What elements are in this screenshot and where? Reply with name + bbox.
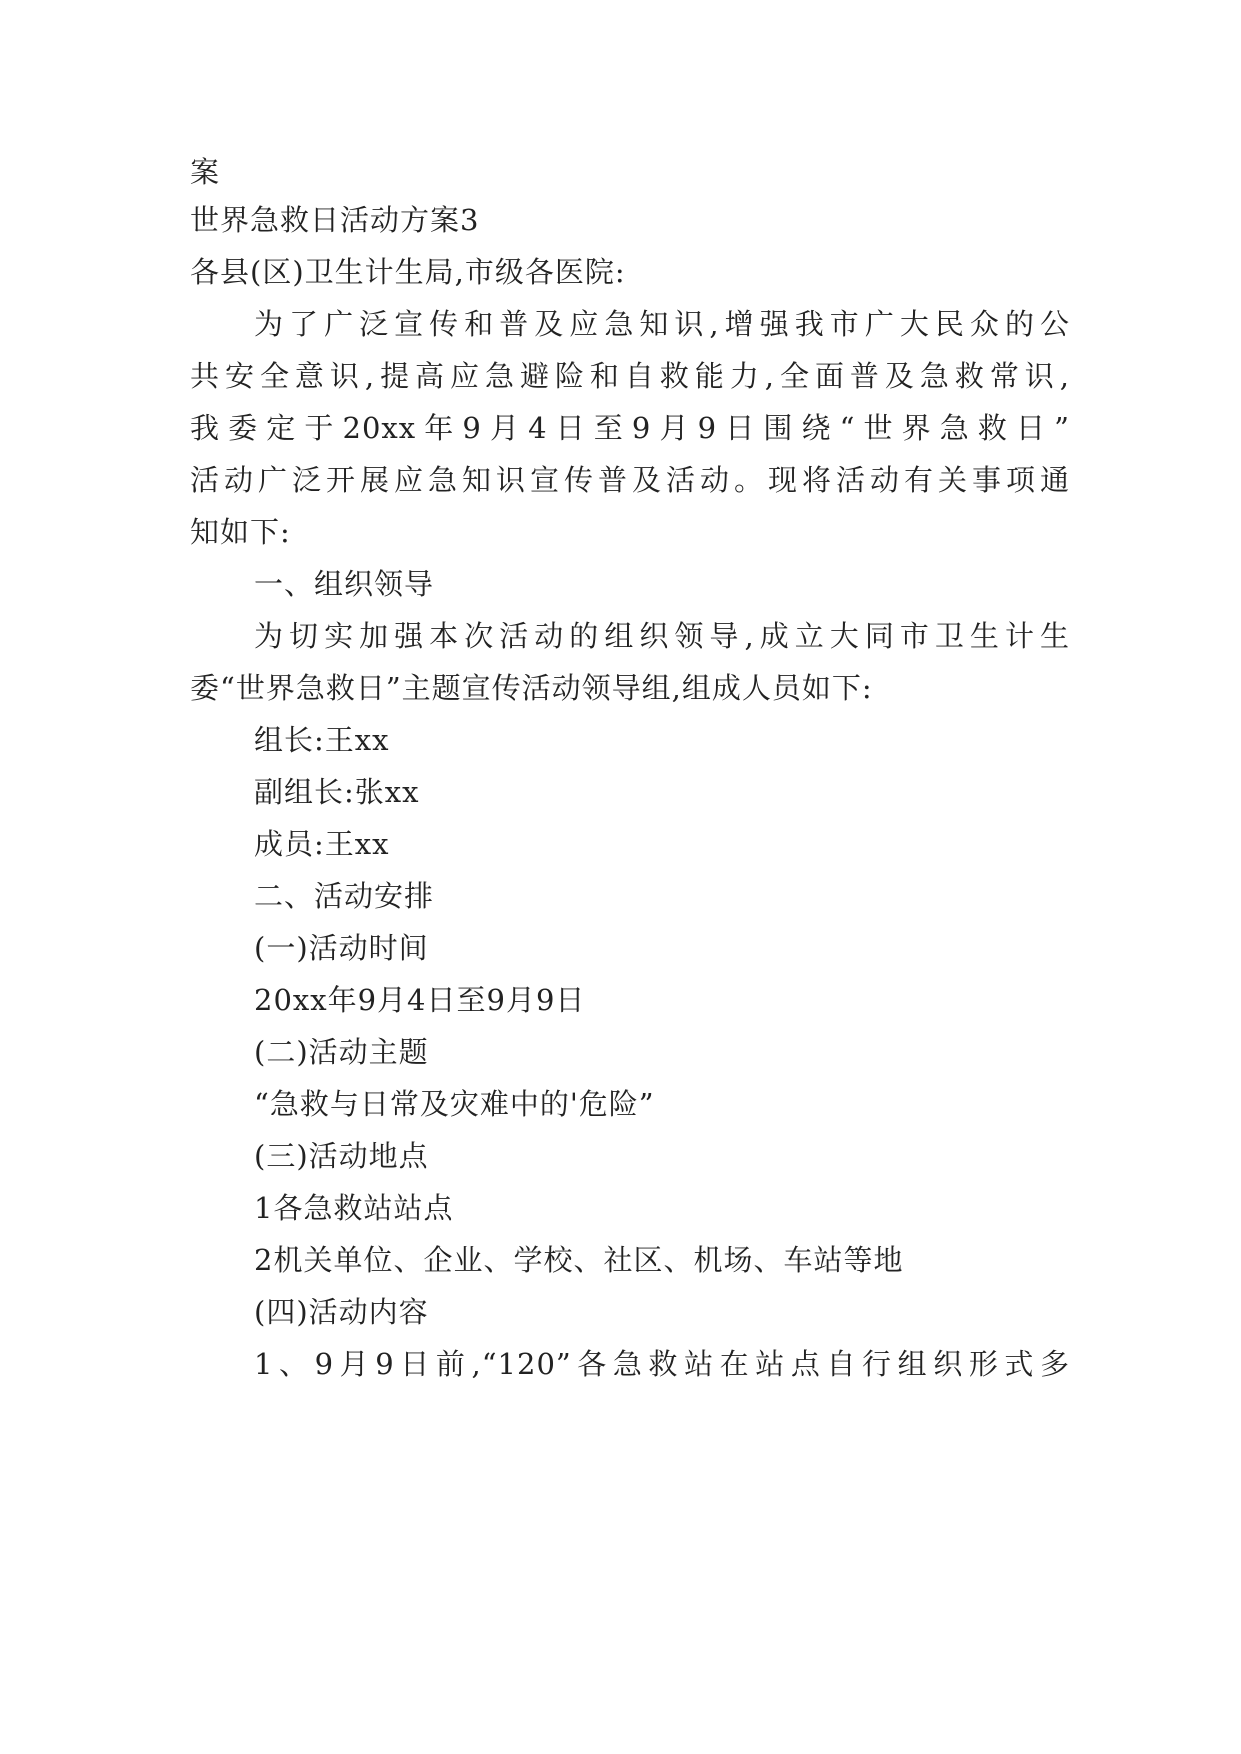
member-line: 成员:王xx	[254, 827, 390, 861]
paragraph-line: 我委定于20xx年9月4日至9月9日围绕“世界急救日”	[190, 411, 1070, 445]
paragraph-line: 为切实加强本次活动的组织领导,成立大同市卫生计生	[254, 619, 1070, 653]
paragraph-line: 知如下:	[190, 515, 291, 549]
subsection-heading: (二)活动主题	[254, 1035, 429, 1069]
list-item: 2机关单位、企业、学校、社区、机场、车站等地	[254, 1243, 904, 1277]
text-line-fragment: 案	[190, 155, 221, 189]
paragraph-line: 活动广泛开展应急知识宣传普及活动。现将活动有关事项通	[190, 463, 1070, 497]
paragraph-line: 共安全意识,提高应急避险和自救能力,全面普及急救常识,	[190, 359, 1070, 393]
salutation: 各县(区)卫生计生局,市级各医院:	[190, 255, 626, 289]
subsection-heading: (一)活动时间	[254, 931, 429, 965]
subsection-heading: (三)活动地点	[254, 1139, 429, 1173]
paragraph-line: “急救与日常及灾难中的'危险”	[254, 1087, 655, 1121]
paragraph-line: 20xx年9月4日至9月9日	[254, 983, 586, 1017]
paragraph-line: 为了广泛宣传和普及应急知识,增强我市广大民众的公	[254, 307, 1070, 341]
section-heading: 二、活动安排	[254, 879, 435, 913]
subsection-heading: (四)活动内容	[254, 1295, 429, 1329]
member-line: 副组长:张xx	[254, 775, 420, 809]
section-heading: 一、组织领导	[254, 567, 435, 601]
member-line: 组长:王xx	[254, 723, 390, 757]
paragraph-line: 1、9月9日前,“120”各急救站在站点自行组织形式多	[254, 1347, 1070, 1381]
document-title: 世界急救日活动方案3	[190, 203, 480, 237]
paragraph-line: 委“世界急救日”主题宣传活动领导组,组成人员如下:	[190, 671, 873, 705]
list-item: 1各急救站站点	[254, 1191, 454, 1225]
